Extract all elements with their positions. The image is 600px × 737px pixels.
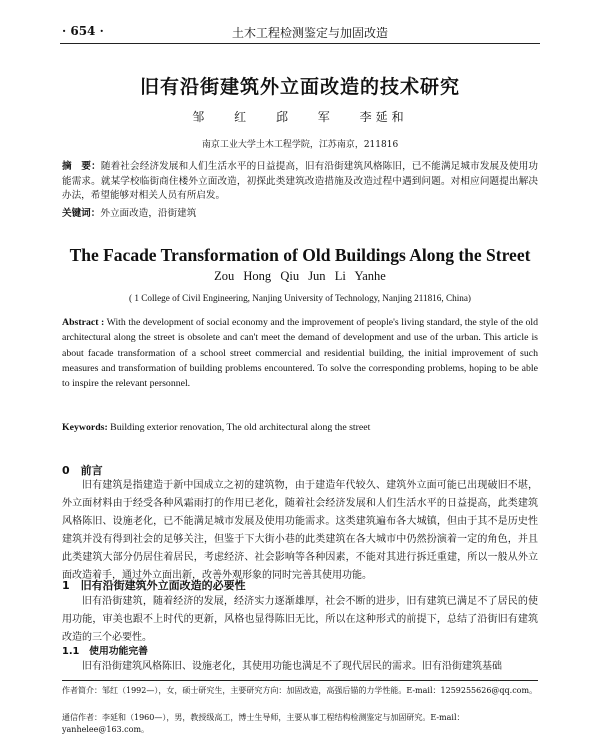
abstract-en-text: With the development of social economy and the improvement of people's living standard, the style of the old architectural along the street is obsolete and can't meet the demand of development and use of the urban. This article is about facade transformation of a school street commercial and residential building, the initial improvement of such measures and transformation of building problems encountered. To solve the corresponding problems, hoping to be able to inspire the relevant personnel. <box>62 317 539 390</box>
affiliation-chinese: 南京工业大学土木工程学院，江苏南京，211816 <box>201 140 399 150</box>
footnote-text: 邹红（1992—），女，硕士研究生，主要研究方向：加固改造，高强后锚的力学性能。E-mail：1259255626@qq.com。 <box>102 686 538 695</box>
keywords-chinese <box>62 207 538 222</box>
author-en: Zou Hong <box>214 269 272 283</box>
footnote-text: 李延和（1960—），男，教授级高工，博士生导师，主要从事工程结构检测鉴定与加固研究。E-mail：yanhelee@163.com。 <box>62 713 465 734</box>
abstract-en-label: Abstract : <box>62 317 105 328</box>
subsection-paragraph-function: 旧有沿街建筑风格陈旧、设施老化，其使用功能也满足不了现代居民的需求。旧有沿街建筑基础 <box>82 661 502 672</box>
section-paragraph-preface: 旧有建筑是指建造于新中国成立之初的建筑物，由于建造年代较久、建筑外立面可能已出现破旧不堪，外立面材料由于经受各种风霜雨打的作用已老化，随着社会经济发展和人们生活水平的日益提高，此类建筑风格陈旧、设施老化，已不能满足城市发展及使用功能需求。这类建筑遍布各大城镇，但由于其不是历史性建筑并没有得到社会的足够关注，但鉴于下大街小巷的此类建筑在各大城市中仍然扮演着一定的角色，并且此类建筑大部分仍居住着居民，考虑经济、社会影响等各种因素，不能对其进行拆迁重建，所以一般从外立面改造着手，通过外立面出新，改善外观形象的同时完善其使用功能。 <box>62 480 538 581</box>
author-en: Qiu Jun <box>280 269 326 283</box>
abstract-english <box>62 315 538 391</box>
authors-chinese <box>60 108 540 125</box>
footnote-rule <box>62 680 538 681</box>
section-heading-necessity: 1 旧有沿街建筑外立面改造的必要性 <box>62 579 246 592</box>
keywords-cn-text: 外立面改造，沿街建筑 <box>100 208 197 219</box>
header-rule <box>60 43 540 44</box>
author-cn: 李延和 <box>359 110 408 124</box>
keywords-cn-label: 关键词： <box>62 208 101 219</box>
footnote-label: 作者简介： <box>62 686 102 695</box>
keywords-english <box>62 421 538 436</box>
page-number: · 654 · <box>62 24 104 38</box>
keywords-en-label: Keywords: <box>62 422 108 433</box>
journal-name: 土木工程检测鉴定与加固改造 <box>232 26 389 40</box>
affiliation-english: ( 1 College of Civil Engineering, Nanjing University of Technology, Nanjing 211816, China) <box>129 293 471 303</box>
author-en: Li Yanhe <box>334 269 386 283</box>
subsection-heading-function: 1.1 使用功能完善 <box>62 646 148 657</box>
keywords-en-text: Building exterior renovation, The old architectural along the street <box>110 422 371 433</box>
abstract-chinese <box>62 160 538 204</box>
abstract-cn-text: 随着社会经济发展和人们生活水平的日益提高，旧有沿街建筑风格陈旧，已不能满足城市发展及使用功能需求。就某学校临街商住楼外立面改造，初探此类建筑改造措施及改造过程中遇到问题。对相应问题提出解决办法，希望能够对相关人员有所启发。 <box>62 161 539 201</box>
author-cn: 邱 军 <box>275 110 334 124</box>
title-english: The Facade Transformation of Old Buildings Along the Street <box>69 245 531 265</box>
footnote-author-bio <box>62 685 538 697</box>
footnote-corresponding-author <box>62 712 538 736</box>
section-paragraph-necessity: 旧有沿街建筑，随着经济的发展，经济实力逐渐雄厚，社会不断的进步，旧有建筑已满足不了居民的使用功能，审美也跟不上时代的更新，风格也显得陈旧无比，所以在这种形式的前提下，总结了沿街旧有建筑改造的三个必要性。 <box>62 596 538 643</box>
authors-english <box>60 269 540 284</box>
author-cn: 邹 红 <box>192 110 251 124</box>
title-chinese: 旧有沿街建筑外立面改造的技术研究 <box>139 76 460 98</box>
section-heading-preface: 0 前言 <box>62 464 103 477</box>
abstract-cn-label: 摘 要： <box>62 161 101 172</box>
footnote-label: 通信作者： <box>62 713 102 722</box>
